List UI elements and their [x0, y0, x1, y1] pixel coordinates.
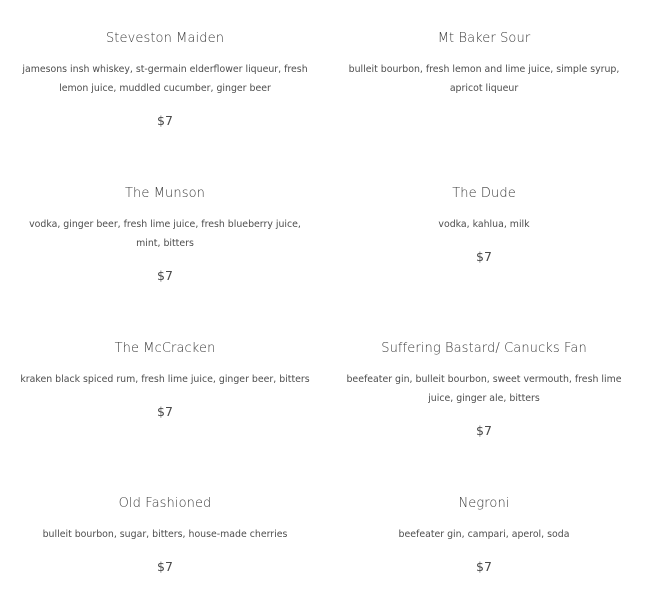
item-price: $7	[157, 268, 173, 283]
item-price: $7	[157, 113, 173, 128]
item-price: $7	[157, 559, 173, 574]
menu-item-the-mccracken	[15, 340, 315, 421]
item-description: bulleit bourbon, sugar, bitters, house-made cherries	[42, 529, 288, 540]
menu-item-negroni	[334, 495, 634, 576]
item-name: The Munson	[125, 186, 205, 201]
item-name: Mt Baker Sour	[437, 31, 531, 46]
menu-item-steveston-maiden	[15, 30, 315, 130]
item-description: kraken black spiced rum, fresh lime juice, ginger beer, bitters	[20, 374, 310, 385]
menu-item-suffering-bastard	[334, 340, 634, 440]
item-name: Old Fashioned	[118, 496, 212, 511]
item-description: vodka, kahlua, milk	[438, 219, 530, 230]
item-name: Steveston Maiden	[105, 31, 225, 46]
item-name: Negroni	[458, 496, 510, 511]
item-description: beefeater gin, bulleit bourbon, sweet vermouth, fresh lime juice, ginger ale, bitters	[346, 374, 622, 404]
item-description: beefeater gin, campari, aperol, soda	[398, 529, 570, 540]
item-name: The Dude	[452, 186, 516, 201]
item-name: Suffering Bastard/ Canucks Fan	[381, 341, 587, 356]
item-description: vodka, ginger beer, fresh lime juice, fresh blueberry juice, mint, bitters	[29, 219, 301, 249]
item-price: $7	[476, 249, 492, 264]
item-price: $7	[476, 559, 492, 574]
item-description: bulleit bourbon, fresh lemon and lime juice, simple syrup, apricot liqueur	[348, 64, 620, 94]
item-description: jamesons insh whiskey, st-germain elderflower liqueur, fresh lemon juice, muddled cucumber, ginger beer	[22, 64, 308, 94]
menu-item-old-fashioned	[15, 495, 315, 576]
item-name: The McCracken	[114, 341, 216, 356]
menu-item-the-dude	[334, 185, 634, 266]
menu-item-the-munson	[15, 185, 315, 285]
menu-item-mt-baker-sour	[334, 30, 634, 112]
item-price: $7	[476, 423, 492, 438]
item-price: $7	[157, 404, 173, 419]
